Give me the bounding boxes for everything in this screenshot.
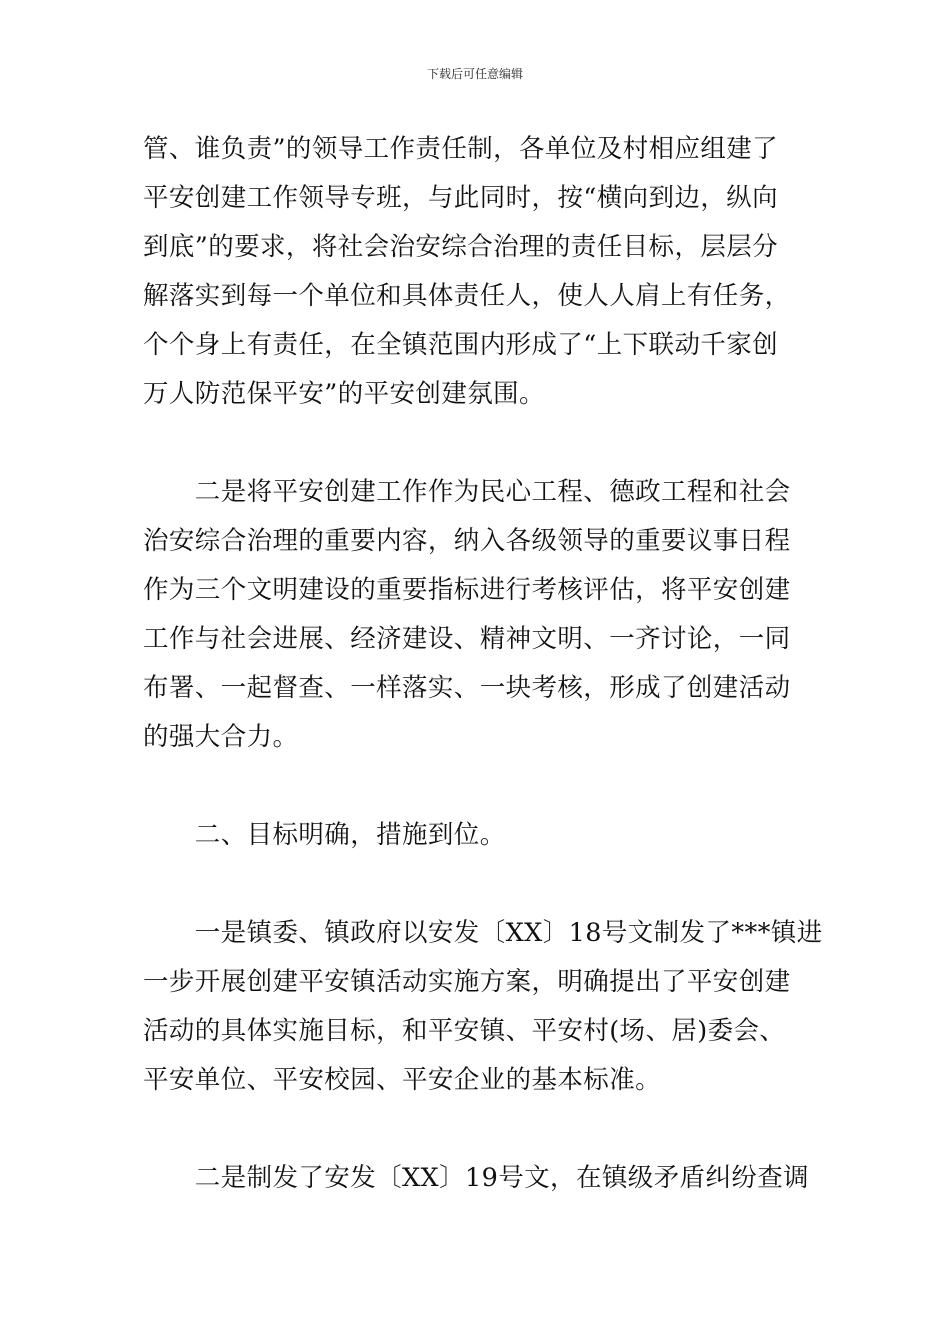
text-line: 活动的具体实施目标，和平安镇、平安村(场、居)委会、 — [143, 1016, 786, 1046]
text-line: 布署、一起督查、一样落实、一块考核，形成了创建活动 — [143, 673, 791, 703]
section-heading — [143, 811, 811, 860]
text-line: 二、目标明确，措施到位。 — [143, 820, 506, 850]
text-line: 个个身上有责任，在全镇范围内形成了“上下联动千家创 — [143, 330, 779, 360]
text-line: 解落实到每一个单位和具体责任人，使人人肩上有任务， — [143, 281, 791, 311]
text-line: 平安单位、平安校园、平安企业的基本标准。 — [143, 1065, 662, 1095]
paragraph — [143, 1154, 811, 1203]
text-line: 管、谁负责”的领导工作责任制，各单位及村相应组建了 — [143, 134, 779, 164]
text-line: 二是将平安创建工作作为民心工程、德政工程和社会 — [143, 477, 791, 507]
text-line: 二是制发了安发〔XX〕19号文，在镇级矛盾纠纷查调 — [143, 1163, 810, 1193]
document-body — [143, 125, 823, 1203]
text-line: 作为三个文明建设的重要指标进行考核评估，将平安创建 — [143, 575, 791, 605]
text-line: 一步开展创建平安镇活动实施方案，明确提出了平安创建 — [143, 967, 791, 997]
page-header: 下载后可任意编辑 — [426, 67, 523, 81]
paragraph-gap — [143, 1105, 811, 1154]
text-line: 到底”的要求，将社会治安综合治理的责任目标，层层分 — [143, 232, 779, 262]
paragraph — [143, 125, 811, 419]
text-line: 一是镇委、镇政府以安发〔XX〕18号文制发了***镇进 — [143, 918, 823, 948]
paragraph — [143, 909, 823, 1105]
paragraph — [143, 468, 811, 762]
text-line: 工作与社会进展、经济建设、精神文明、一齐讨论，一同 — [143, 624, 791, 654]
text-line: 万人防范保平安”的平安创建氛围。 — [143, 379, 545, 409]
text-line: 的强大合力。 — [143, 722, 299, 752]
paragraph-gap — [143, 419, 811, 468]
paragraph-gap — [143, 860, 811, 909]
text-line: 平安创建工作领导专班，与此同时，按“横向到边，纵向 — [143, 183, 779, 213]
text-line: 治安综合治理的重要内容，纳入各级领导的重要议事日程 — [143, 526, 791, 556]
paragraph-gap — [143, 762, 811, 811]
